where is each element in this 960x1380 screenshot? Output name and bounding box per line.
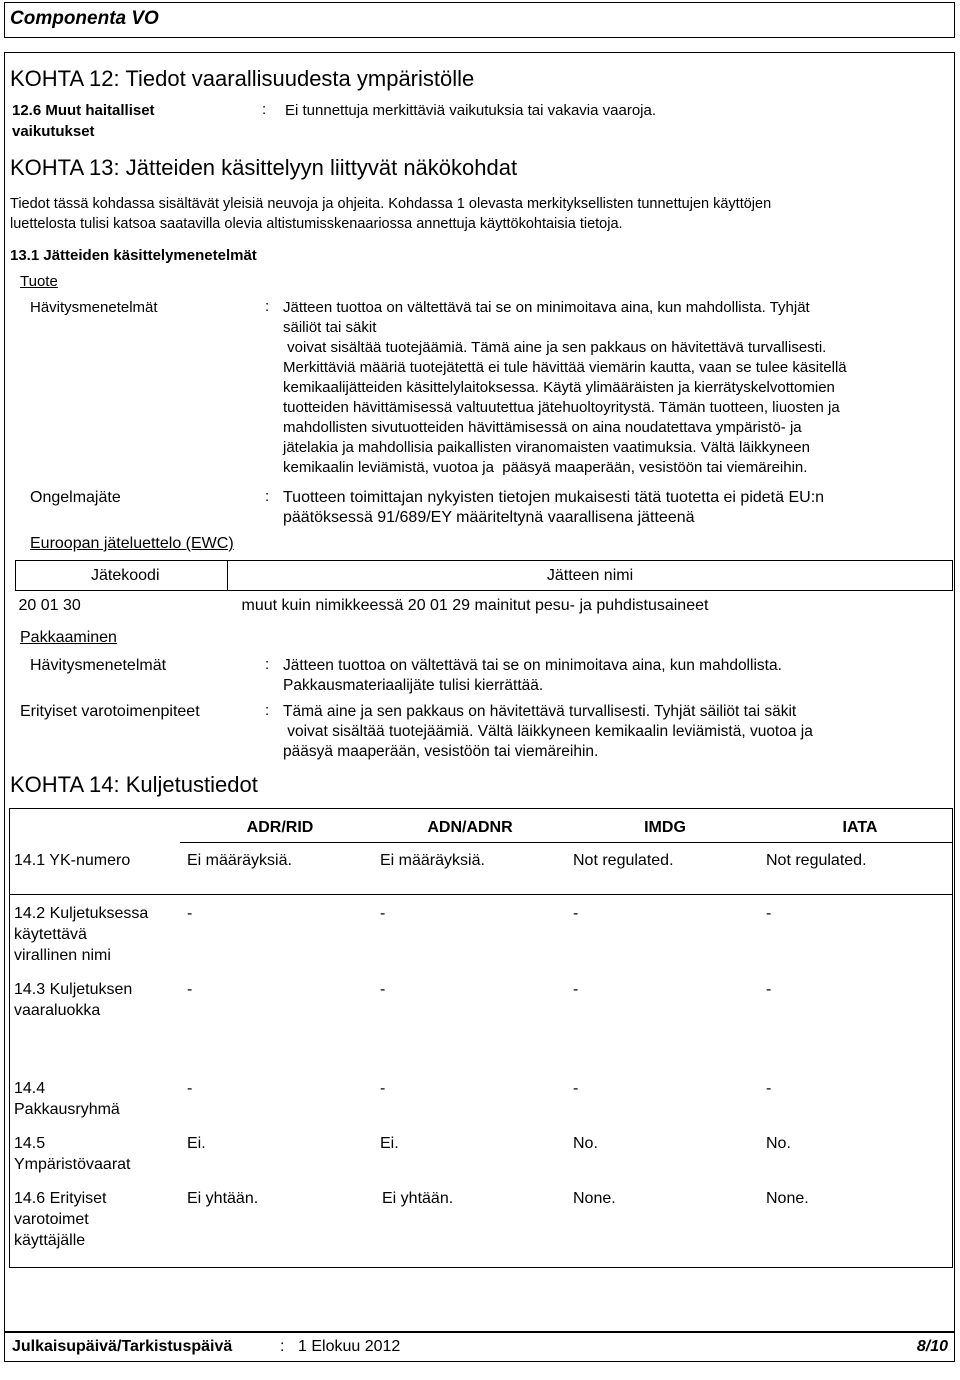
transport-cell: No. (766, 1135, 791, 1152)
label-line: 14.3 Kuljetuksen (14, 981, 133, 998)
label-line: Pakkausryhmä (14, 1101, 120, 1118)
s12-item-label-1: 12.6 Muut haitalliset (12, 102, 155, 119)
transport-cell: - (187, 905, 193, 922)
transport-cell: Ei yhtään. (187, 1190, 259, 1207)
special-precautions-text (283, 702, 813, 762)
label-line: käytettävä (14, 926, 87, 943)
disposal-text (283, 298, 953, 478)
disposal-line: kemikaalijätteiden käsittelylaitoksessa. Käytä ylimääräisten ja kierrätyskelvottomien (283, 379, 835, 396)
section-14-title: KOHTA 14: Kuljetustiedot (10, 772, 258, 797)
transport-cell: - (573, 905, 579, 922)
label-line: käyttäjälle (14, 1232, 86, 1249)
transport-cell: None. (766, 1190, 809, 1207)
transport-cell: - (187, 981, 193, 998)
transport-cell: - (766, 1080, 772, 1097)
pack-disposal-colon: : (265, 656, 270, 673)
product-heading: Tuote (20, 273, 58, 290)
label-line: 14.6 Erityiset (14, 1190, 107, 1207)
special-precautions-line: voivat sisältää tuotejäämiä. Vältä läikkyneen kemikaalin leviämistä, vuotoa ja (283, 723, 813, 740)
transport-col-adn-adnr: ADN/ADNR (427, 819, 513, 836)
transport-cell: None. (573, 1190, 616, 1207)
pack-disposal-line: Jätteen tuottoa on vältettävä tai se on minimoitava aina, kun mahdollista. (283, 657, 782, 674)
table-row (16, 591, 953, 621)
transport-cell: Ei yhtään. (382, 1190, 454, 1207)
transport-row-label: 14.1 YK-numero (14, 852, 131, 869)
transport-col-imdg: IMDG (644, 819, 686, 836)
label-line: vaaraluokka (14, 1002, 101, 1019)
disposal-line: kemikaalin leviämistä, vuotoa ja pääsyä maaperään, vesistöön tai viemäreihin. (283, 459, 808, 476)
hazardous-waste-colon: : (265, 488, 270, 505)
transport-col-iata: IATA (842, 819, 878, 836)
transport-cell: - (187, 1080, 193, 1097)
special-precautions-line: Tämä aine ja sen pakkaus on hävitettävä turvallisesti. Tyhjät säiliöt tai säkit (283, 703, 797, 720)
transport-row-label (14, 903, 148, 966)
disposal-line: säiliöt tai säkit (283, 319, 377, 336)
s13-intro-line-2: luettelosta tulisi katsoa saatavilla olevia altistumisskenaariossa annettuja käyttökohtaisia tietoja. (10, 216, 623, 232)
disposal-line: Jätteen tuottoa on vältettävä tai se on minimoitava aina, kun mahdollista. Tyhjät (283, 299, 810, 316)
ewc-col-code: Jätekoodi (16, 561, 228, 591)
packaging-heading: Pakkaaminen (20, 629, 117, 646)
label-line: varotoimet (14, 1211, 89, 1228)
section-13-title: KOHTA 13: Jätteiden käsittelyyn liittyvät näkökohdat (10, 155, 518, 180)
s13-subsection-title: 13.1 Jätteiden käsittelymenetelmät (10, 247, 257, 264)
pack-disposal-line: Pakkausmateriaalijäte tulisi kierrättää. (283, 677, 544, 694)
label-line: 14.4 (14, 1080, 46, 1097)
transport-cell: - (573, 981, 579, 998)
transport-cell: - (766, 981, 772, 998)
footer-colon: : (280, 1338, 285, 1355)
ewc-name: muut kuin nimikkeessä 20 01 29 mainitut pesu- ja puhdistusaineet (241, 596, 709, 614)
transport-cell: - (380, 981, 386, 998)
ewc-col-name: Jätteen nimi (228, 561, 953, 591)
ewc-header-row (16, 561, 953, 591)
pack-disposal-label: Hävitysmenetelmät (30, 657, 167, 674)
transport-cell: Not regulated. (766, 852, 867, 869)
special-precautions-colon: : (265, 702, 270, 719)
footer-date-label: Julkaisupäivä/Tarkistuspäivä (12, 1338, 233, 1355)
hazardous-waste-line: päätöksessä 91/689/EY määriteltynä vaarallisena jätteenä (283, 509, 695, 526)
transport-col-adr-rid: ADR/RID (246, 819, 314, 836)
s12-item-label-2: vaikutukset (12, 123, 95, 140)
pack-disposal-text (283, 656, 782, 696)
transport-row-divider (9, 894, 953, 895)
transport-row-label (14, 1188, 106, 1251)
transport-cell: - (573, 1080, 579, 1097)
label-line: 14.2 Kuljetuksessa (14, 905, 149, 922)
s13-intro-line-1: Tiedot tässä kohdassa sisältävät yleisiä neuvoja ja ohjeita. Kohdassa 1 olevasta merkityksellisten tunnettujen käyttöjen (10, 196, 772, 212)
hazardous-waste-label: Ongelmajäte (30, 489, 121, 506)
hazardous-waste-line: Tuotteen toimittajan nykyisten tietojen mukaisesti tätä tuotetta ei pidetä EU:n (283, 489, 825, 506)
transport-row-label (14, 979, 132, 1021)
transport-cell: - (380, 1080, 386, 1097)
disposal-line: Merkittäviä määriä tuotejätettä ei tule hävittää viemärin kautta, vaan se tulee käsitellä (283, 359, 847, 376)
s12-item-value: Ei tunnettuja merkittäviä vaikutuksia tai vakavia vaaroja. (285, 102, 657, 119)
page-number: 8/10 (916, 1338, 948, 1355)
disposal-label: Hävitysmenetelmät (30, 299, 158, 316)
transport-cell: Ei. (380, 1135, 399, 1152)
special-precautions-label: Erityiset varotoimenpiteet (20, 703, 200, 720)
company-name: Componenta VO (10, 8, 159, 29)
transport-row-label (14, 1078, 120, 1120)
transport-cell: Ei. (187, 1135, 206, 1152)
hazardous-waste-text (283, 488, 824, 528)
ewc-code: 20 01 30 (18, 596, 81, 614)
transport-cell: - (766, 905, 772, 922)
disposal-line: voivat sisältää tuotejäämiä. Tämä aine ja sen pakkaus on hävitettävä turvallisesti. (283, 339, 827, 356)
section-12-title: KOHTA 12: Tiedot vaarallisuudesta ympäristölle (10, 66, 475, 91)
disposal-line: mahdollisten sivutuotteiden hävittämisessä on aina noudatettava ympäristö- ja (283, 419, 802, 436)
transport-table (9, 808, 953, 1268)
label-line: Ympäristövaarat (14, 1156, 131, 1173)
disposal-line: jätelakia ja mahdollisia paikallisten viranomaisten vaatimuksia. Vältä läikkyneen (283, 439, 810, 456)
footer-date: 1 Elokuu 2012 (298, 1338, 401, 1355)
disposal-colon: : (265, 298, 270, 315)
transport-cell: Ei määräyksiä. (187, 852, 292, 869)
label-line: virallinen nimi (14, 947, 111, 964)
transport-header-divider (180, 842, 953, 843)
label-line: 14.5 (14, 1135, 46, 1152)
disposal-line: tuotteiden hävittämisessä valtuutettua jätehuoltoyritystä. Tämän tuotteen, liuosten ja (283, 399, 840, 416)
ewc-heading: Euroopan jäteluettelo (EWC) (30, 535, 234, 552)
transport-cell: - (380, 905, 386, 922)
transport-cell: Ei määräyksiä. (380, 852, 485, 869)
s12-colon: : (262, 101, 267, 118)
special-precautions-line: pääsyä maaperään, vesistöön tai viemäreihin. (283, 743, 599, 760)
transport-row-label (14, 1133, 131, 1175)
transport-cell: No. (573, 1135, 598, 1152)
transport-cell: Not regulated. (573, 852, 674, 869)
ewc-table (15, 560, 953, 621)
